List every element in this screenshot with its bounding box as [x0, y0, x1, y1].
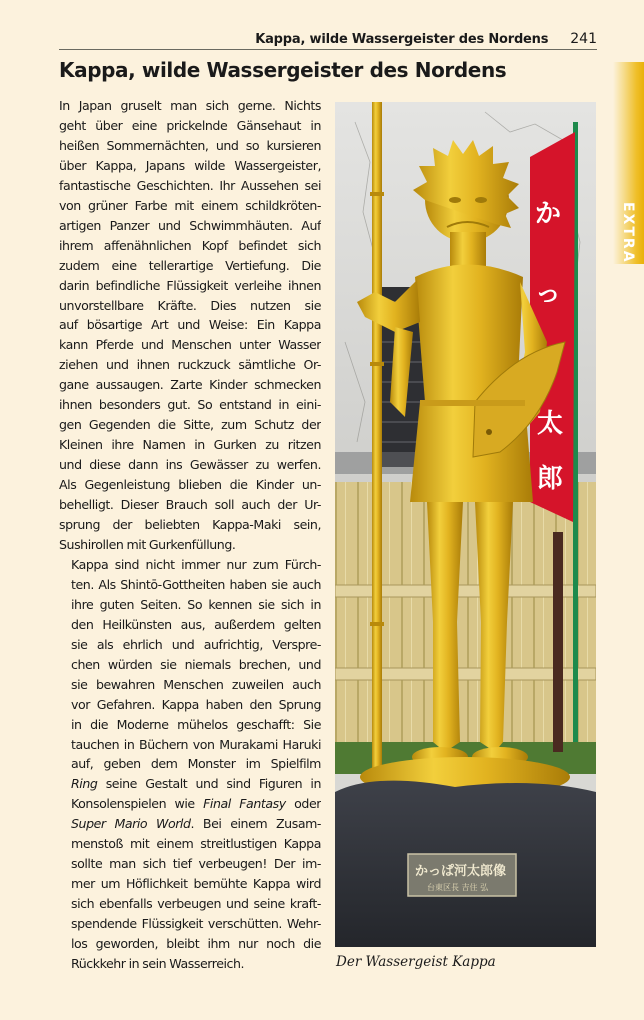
text-line: tauchen in Büchern von Murakami Haruki [71, 736, 321, 752]
text-line: sprung der beliebten Kappa-Maki sein, [59, 517, 321, 533]
text-line: Super Mario World. Bei einem Zusam- [71, 816, 321, 832]
text-line: fantastische Geschichten. Ihr Aussehen sei [59, 177, 321, 193]
paragraph-1 [59, 96, 321, 555]
text-line: Kappa sind nicht immer nur zum Fürch- [71, 556, 321, 572]
text-line: behelligt. Dieser Brauch soll auch der Ur- [59, 497, 321, 513]
text-line: Als Gegenleistung blieben die Kinder un- [59, 477, 321, 493]
text-line: ten. Als Shintō-Gottheiten haben sie auch [71, 576, 321, 592]
text-line: ihre guten Seiten. So kennen sie sich in [71, 596, 321, 612]
running-header-title: Kappa, wilde Wassergeister des Nordens [255, 32, 549, 47]
text-line: ihrem affenähnlichen Kopf befindet sich [59, 237, 321, 253]
text-line: Ring seine Gestalt und sind Figuren in [71, 776, 321, 792]
section-tab-extra[interactable] [613, 62, 644, 264]
text-line: über Kappa, Japans wilde Wassergeister, [59, 157, 321, 173]
text-line: los geworden, bleibt ihm nur noch die [71, 936, 321, 952]
kappa-statue-illustration [335, 102, 596, 947]
text-line: kann Pferde und Menschen unter Wasser [59, 337, 321, 353]
text-line: auf, geben dem Monster im Spielfilm [71, 756, 321, 772]
text-line: unvorstellbare Kräfte. Dies nutzen sie [59, 297, 321, 313]
text-line: Konsolenspielen wie Final Fantasy oder [71, 796, 321, 812]
italic-title: Super Mario World [71, 816, 191, 832]
text-line: sich ebenfalls verbeugen und seine kraft- [71, 896, 321, 912]
text-line: von grüner Farbe mit einem schildkröten- [59, 197, 321, 213]
text-line: den Heilkünsten aus, außerdem gelten [71, 616, 321, 632]
text-line: Kleinen ihre Namen in Gurken zu ritzen [59, 437, 321, 453]
text-line: spendende Flüssigkeit verschütten. Wehr- [71, 916, 321, 932]
article-body [59, 96, 321, 974]
text-line: chen würden sie niemals brechen, und [71, 656, 321, 672]
text-line: Rückkehr in sein Wasserreich. [71, 955, 245, 971]
text-line: gane aussaugen. Zarte Kinder schmecken [59, 377, 321, 393]
plaque-text: かっぱ河太郎像 [415, 864, 507, 879]
text-line: in die Moderne mühelos geschafft: Sie [71, 716, 321, 732]
page-title: Kappa, wilde Wassergeister des Nordens [59, 58, 507, 82]
text-line: gen Gegenden die Sitte, zum Schutz der [59, 417, 321, 433]
svg-text:郎: 郎 [537, 464, 564, 494]
text-line: In Japan gruselt man sich gerne. Nichts [59, 98, 321, 113]
text-line: vor Gefahren. Kappa haben den Sprung [71, 696, 321, 712]
paragraph-2 [59, 555, 321, 974]
svg-text:っ: っ [535, 279, 562, 309]
svg-text:台東区長 吉住 弘: 台東区長 吉住 弘 [427, 883, 489, 892]
text-line: und diese dann ins Gewässer zu werfen. [59, 457, 321, 473]
italic-title: Final Fantasy [203, 796, 286, 812]
text-line: ihnen besonders gut. So entstand in eini- [59, 397, 321, 413]
text-line: menstoß mit einem streitlustigen Kappa [71, 836, 321, 852]
text-line: mer um Höflichkeit bemühte Kappa wird [71, 876, 321, 892]
text-line: heißen Sommernächten, und so kursieren [59, 137, 321, 153]
photo-caption: Der Wassergeist Kappa [336, 954, 496, 970]
text-line: sollte man sich tief verbeugen! Der im- [71, 856, 321, 872]
section-tab-label: EXTRA [620, 202, 636, 264]
text-line: sie bewahren Menschen zuweilen auch [71, 676, 321, 692]
text-line: Sushirollen mit Gurkenfüllung. [59, 536, 236, 552]
kappa-statue-photo [335, 102, 596, 947]
svg-text:太: 太 [537, 409, 564, 439]
text-line: geht über eine prickelnde Gänsehaut in [59, 117, 321, 133]
text-line: auf bösartige Art und Weise: Ein Kappa [59, 317, 321, 333]
text-line: artigen Panzer und Schwimmhäuten. Auf [59, 217, 321, 233]
banner-text: か [535, 199, 562, 229]
text-line: ziehen und ihnen ruckzuck sämtliche Or- [59, 357, 321, 373]
text-line: sie als ehrlich und aufrichtig, Verspre- [71, 636, 321, 652]
italic-title: Ring [71, 776, 98, 792]
running-header [59, 30, 597, 50]
text-line: zudem eine tellerartige Vertiefung. Die [59, 257, 321, 273]
text-line: darin befindliche Flüssigkeit verleihe ihnen [59, 277, 321, 293]
page-number: 241 [570, 31, 597, 47]
